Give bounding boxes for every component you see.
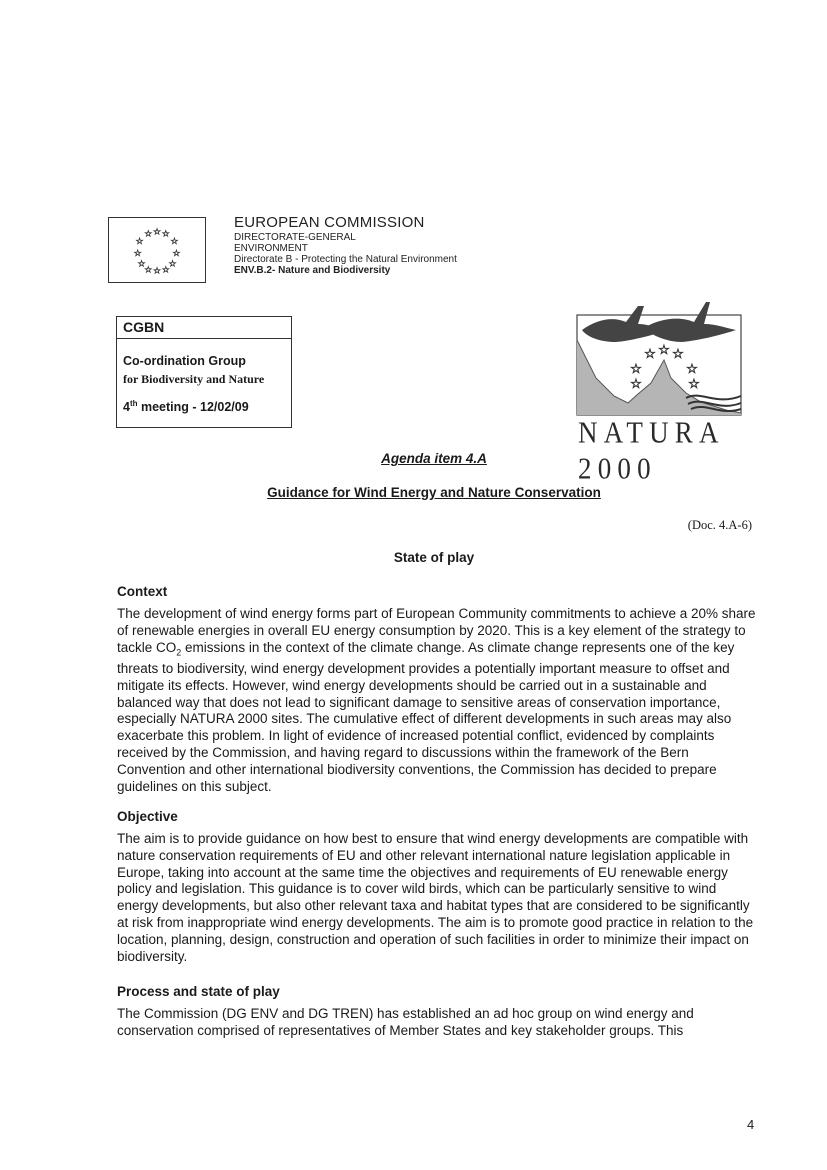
context-paragraph <box>117 606 757 795</box>
context-heading: Context <box>117 584 168 599</box>
document-reference: (Doc. 4.A-6) <box>687 518 752 532</box>
svg-text:☆: ☆ <box>153 266 161 277</box>
svg-text:☆: ☆ <box>135 237 144 248</box>
institution-name: EUROPEAN COMMISSION <box>234 214 425 231</box>
svg-text:☆: ☆ <box>168 259 177 270</box>
svg-text:☆: ☆ <box>172 248 181 259</box>
svg-text:☆: ☆ <box>161 229 170 240</box>
svg-text:☆: ☆ <box>672 347 684 362</box>
svg-text:☆: ☆ <box>153 227 161 238</box>
context-text-b: emissions in the context of the climate change. As climate change represents one of the key threats to biodiversity, wind energy development provides a potentially important measure to offset and mitigate its effects. However, wind energy developments should be carried out in a sustainable and balanced way that does not lead to significant damage to sensitive areas of conservation importance, especially NATURA 2000 sites. The cumulative effect of different developments in such areas may also exacerbate this problem. In light of evidence of increased potential conflict, evidenced by complaints received by the Commission, and having regard to discussions within the framework of the Bern Convention and other international biodiversity conventions, the Commission has decided to prepare guidelines on this subject. <box>117 639 735 794</box>
cgbn-meeting <box>123 399 249 414</box>
document-title: Guidance for Wind Energy and Nature Conservation <box>267 485 601 500</box>
svg-text:☆: ☆ <box>688 377 700 392</box>
svg-text:☆: ☆ <box>686 362 698 377</box>
svg-text:☆: ☆ <box>137 259 146 270</box>
objective-heading: Objective <box>117 809 178 824</box>
agenda-item: Agenda item 4.A <box>381 451 487 466</box>
eu-header-block <box>234 215 457 277</box>
cgbn-group-line1: Co-ordination Group <box>123 354 246 368</box>
eu-emblem <box>108 217 206 283</box>
unit-name: ENV.B.2- Nature and Biodiversity <box>234 265 391 277</box>
svg-text:☆: ☆ <box>161 265 170 276</box>
svg-text:☆: ☆ <box>644 347 656 362</box>
directorate-name: Directorate B - Protecting the Natural Environment <box>234 254 457 266</box>
svg-text:☆: ☆ <box>658 343 670 358</box>
process-paragraph: The Commission (DG ENV and DG TREN) has established an ad hoc group on wind energy and conservation comprised of representatives of Member States and key stakeholder groups. This <box>117 1006 694 1038</box>
cgbn-group-line2: for Biodiversity and Nature <box>123 372 265 386</box>
svg-text:☆: ☆ <box>133 248 142 259</box>
natura-emblem-icon <box>576 298 742 418</box>
co2-subscript: 2 <box>176 647 182 658</box>
state-of-play-title: State of play <box>393 550 475 565</box>
meeting-ordinal: th <box>129 399 138 408</box>
context-text-a: The development of wind energy forms part of European Community commitments to achieve a 20% share of renewable energies in overall EU energy consumption by 2020. This is a key element of the strategy to tackle CO <box>117 606 756 655</box>
cgbn-box <box>116 316 292 428</box>
meeting-date: meeting - 12/02/09 <box>137 400 249 415</box>
objective-paragraph: The aim is to provide guidance on how best to ensure that wind energy developments are compatible with nature conservation requirements of EU and other relevant international nature legislation applicable in Europe, taking into account at the same time the objectives and requirements of EU renewable energy policy and legislation. This guidance is to cover wild birds, which can be particularly sensitive to wind energy developments, but also other relevant taxa and habitat types that are considered to be significantly at risk from inappropriate wind energy developments. The aim is to promote good practice in relation to the location, planning, design, construction and operation of such facilities in order to minimize their impact on biodiversity. <box>117 831 754 964</box>
page-number: 4 <box>747 1117 755 1132</box>
cgbn-code: CGBN <box>117 317 291 339</box>
svg-text:☆: ☆ <box>170 237 179 248</box>
svg-text:☆: ☆ <box>144 229 153 240</box>
dg-label: DIRECTORATE-GENERAL <box>234 231 356 243</box>
eu-stars-icon <box>109 218 205 282</box>
svg-text:☆: ☆ <box>144 265 153 276</box>
dg-name: ENVIRONMENT <box>234 242 308 254</box>
process-heading: Process and state of play <box>117 984 280 999</box>
svg-text:☆: ☆ <box>630 377 642 392</box>
svg-text:☆: ☆ <box>630 362 642 377</box>
meeting-number: 4 <box>123 400 130 415</box>
natura-wordmark: NATURA 2000 <box>578 415 724 486</box>
